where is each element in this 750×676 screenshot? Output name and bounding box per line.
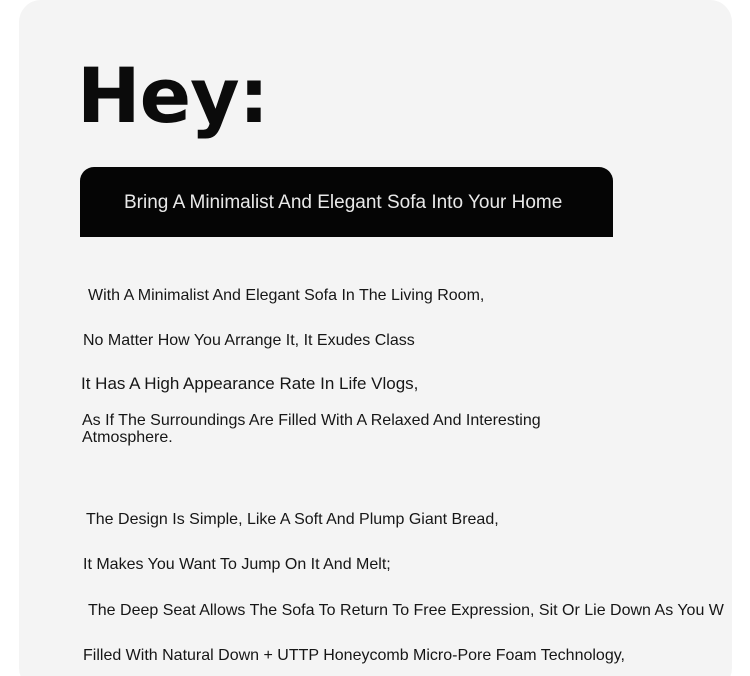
headline: Hey:	[77, 51, 269, 140]
tagline-text: Bring A Minimalist And Elegant Sofa Into Your Home	[124, 192, 563, 213]
description-line: With A Minimalist And Elegant Sofa In The Living Room,	[88, 287, 485, 304]
tagline-banner	[80, 167, 613, 237]
description-line: Filled With Natural Down + UTTP Honeycomb Micro-Pore Foam Technology,	[83, 647, 625, 664]
description-line: It Has A High Appearance Rate In Life Vlogs,	[81, 374, 419, 393]
description-line: The Deep Seat Allows The Sofa To Return To Free Expression, Sit Or Lie Down As You W	[88, 602, 724, 619]
description-line: No Matter How You Arrange It, It Exudes Class	[83, 332, 415, 349]
description-line: As If The Surroundings Are Filled With A Relaxed And Interesting Atmosphere.	[82, 412, 541, 446]
description-line: It Makes You Want To Jump On It And Melt;	[83, 556, 391, 573]
description-line: The Design Is Simple, Like A Soft And Plump Giant Bread,	[86, 511, 499, 528]
